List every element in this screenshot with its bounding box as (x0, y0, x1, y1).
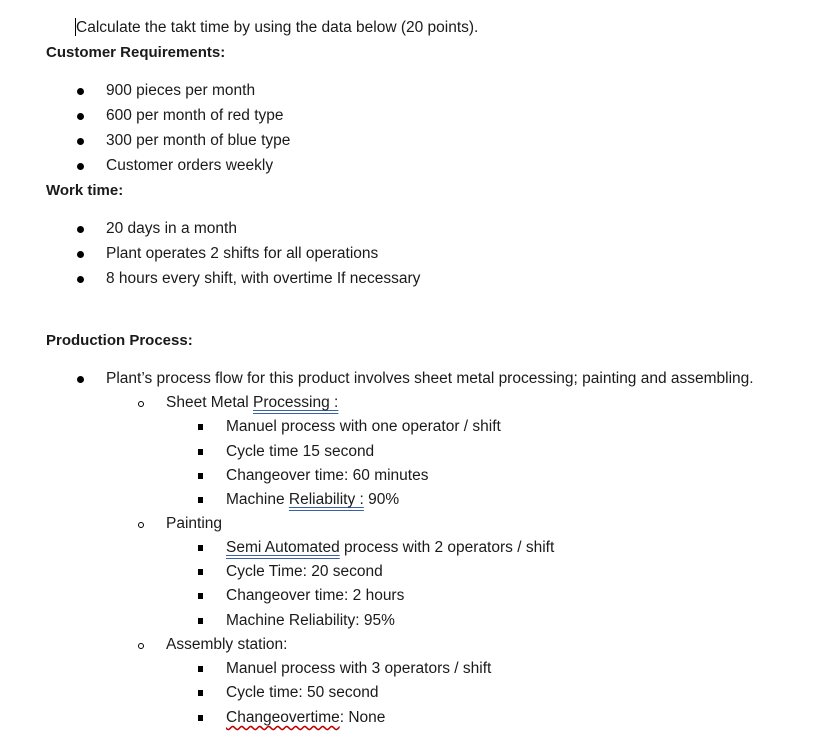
bullet-icon (77, 163, 84, 170)
circle-bullet-icon (138, 522, 144, 528)
painting-first-rest: process with 2 operators / shift (339, 539, 555, 556)
production-heading: Production Process: (46, 332, 193, 349)
circle-bullet-icon (138, 643, 144, 649)
bullet-icon (77, 113, 84, 120)
list-item: Plant operates 2 shifts for all operations (106, 245, 379, 262)
square-bullet-icon (198, 690, 203, 696)
list-item: Manuel process with one operator / shift (226, 418, 501, 435)
assembly-title: Assembly station: (166, 636, 288, 653)
square-bullet-icon (198, 618, 203, 624)
bullet-icon (77, 88, 84, 95)
list-item: Changeover time: 2 hours (226, 587, 405, 604)
square-bullet-icon (198, 715, 203, 721)
semi-automated-link[interactable]: Semi Automated (226, 539, 340, 556)
changeovertime-word[interactable]: Changeovertime (226, 709, 340, 726)
reliability-value: 90% (363, 491, 400, 508)
list-item: 300 per month of blue type (106, 132, 291, 149)
painting-title: Painting (166, 515, 223, 532)
list-item: Customer orders weekly (106, 157, 274, 174)
square-bullet-icon (198, 666, 203, 672)
assembly-last-item (226, 708, 385, 728)
square-bullet-icon (198, 424, 203, 430)
list-item: 20 days in a month (106, 220, 237, 237)
list-item: Cycle time 15 second (226, 443, 375, 460)
reliability-link[interactable]: Reliability : (288, 491, 364, 508)
list-item: 8 hours every shift, with overtime If necessary (106, 270, 421, 287)
sheet-metal-title-link[interactable]: Processing : (253, 394, 339, 411)
intro-text: Calculate the takt time by using the data below (20 points). (76, 19, 479, 36)
list-item: Changeover time: 60 minutes (226, 467, 429, 484)
circle-bullet-icon (138, 401, 144, 407)
work-heading: Work time: (46, 182, 124, 199)
bullet-icon (77, 251, 84, 258)
square-bullet-icon (198, 497, 203, 503)
sheet-metal-title (166, 393, 338, 413)
list-item: 900 pieces per month (106, 82, 256, 99)
bullet-icon (77, 226, 84, 233)
bullet-icon (77, 276, 84, 283)
sheet-metal-title-prefix: Sheet Metal (166, 394, 254, 411)
bullet-icon (77, 376, 84, 383)
list-item: 600 per month of red type (106, 107, 284, 124)
square-bullet-icon (198, 449, 203, 455)
square-bullet-icon (198, 473, 203, 479)
square-bullet-icon (198, 569, 203, 575)
list-item: Cycle Time: 20 second (226, 563, 383, 580)
painting-first-item (226, 538, 554, 558)
process-flow-text: Plant’s process flow for this product involves sheet metal processing; painting and assembling. (106, 370, 754, 387)
reliability-prefix: Machine (226, 491, 289, 508)
square-bullet-icon (198, 545, 203, 551)
assembly-last-rest: : None (339, 709, 386, 726)
sheet-metal-reliability (226, 490, 399, 510)
customer-heading: Customer Requirements: (46, 44, 226, 61)
list-item: Manuel process with 3 operators / shift (226, 660, 492, 677)
list-item: Machine Reliability: 95% (226, 612, 395, 629)
list-item: Cycle time: 50 second (226, 684, 379, 701)
square-bullet-icon (198, 593, 203, 599)
bullet-icon (77, 138, 84, 145)
